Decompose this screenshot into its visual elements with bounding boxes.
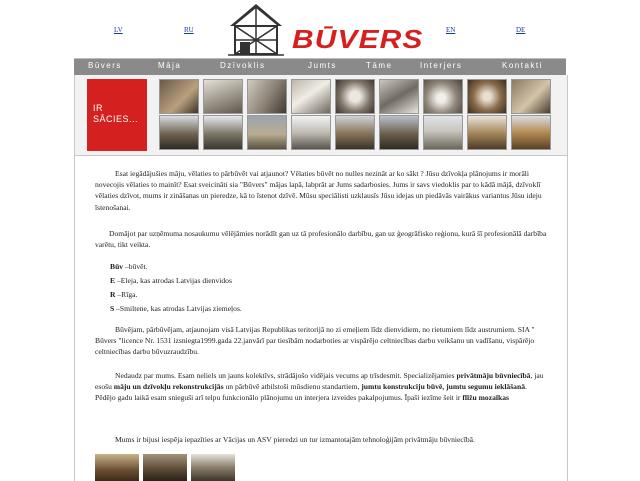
definition-buv: Būv –būvēt. [110, 262, 148, 271]
nav-item-dzivoklis[interactable]: Dzīvoklis [220, 61, 266, 70]
nav-item-jumts[interactable]: Jumts [308, 61, 337, 70]
bottom-photo[interactable] [95, 454, 139, 481]
main-nav [74, 58, 566, 76]
lang-link-en[interactable]: EN [446, 26, 456, 34]
promo-box[interactable] [87, 79, 147, 151]
photo-gallery [74, 75, 568, 155]
bottom-photo[interactable] [191, 454, 235, 481]
promo-line-1: IR [93, 103, 103, 113]
gallery-thumb[interactable] [467, 115, 507, 150]
gallery-thumb[interactable] [335, 115, 375, 150]
lang-link-lv[interactable]: LV [114, 26, 123, 34]
gallery-thumb[interactable] [159, 115, 199, 150]
gallery-thumb[interactable] [335, 79, 375, 114]
gallery-thumb[interactable] [511, 79, 551, 114]
gallery-thumb[interactable] [247, 79, 287, 114]
gallery-thumb[interactable] [423, 115, 463, 150]
brand-logo-text[interactable]: BŪVERS [292, 24, 424, 54]
experience-paragraph: Mums ir bijusi iespēja iepazīties ar Vācijas un ASV pieredzi un tur izmantotajām tehnoloģijām privātmāju būvniecībā. [115, 435, 475, 444]
gallery-thumb[interactable] [203, 115, 243, 150]
gallery-thumb[interactable] [159, 79, 199, 114]
about-paragraph: Nedaudz par mums. Esam neliels un jauns kolektīvs, strādājošo vidējais vecums ap trīsdesmit. Specializējamies privātmāju būvniecībā, jau esošu māju un dzīvokļu rekonstrukcijās un pārbūvē atbilstoši mūsdienu standartiem, jumtu konstrukciju būvē, jumtu segumu ieklāšanā. Pēdējo gadu laikā esam snieguši arī telpu funkcionālo plānojumu un interjera izveides pakalpojumus. Īpaši iezīme šeit ir flīžu mozaīkas [95, 371, 544, 403]
gallery-thumb[interactable] [291, 115, 331, 150]
gallery-thumb[interactable] [379, 115, 419, 150]
gallery-thumb[interactable] [203, 79, 243, 114]
promo-line-2: SĀCIES... [93, 114, 139, 124]
gallery-thumb[interactable] [379, 79, 419, 114]
gallery-thumb[interactable] [291, 79, 331, 114]
definition-r: R –Rīga. [110, 290, 138, 299]
intro-paragraph: Esat iegādājušies māju, vēlaties to pārbūvēt vai atjaunot? Vēlaties būvēt no nulles nezināt ar ko sākt ? Jūsu dzīvokļa plānojums ir morāli novecojis vēlaties to mainīt? Esat sveicināti sia "Būvers" mājas lapā, labprāt ar Jums sadarbosies. Jums ir savs viedoklis par to kādā mājā, dzīvoklī vēlaties dzīvot, mums ir zināšanas un pieredze, kā to īstenot dzīvē. Mūsu speciālisti uzklausīs Jūsu idejas un piedāvās vairākus variantus Jūsu ideju īstenošanai. [95, 169, 542, 212]
licence-paragraph: Būvējam, pārbūvējam, atjaunojam visā Latvijas Republikas teritorijā no zi emeļiem līdz dienvidiem, no rietumiem līdz austrumiem. SIA " Būvers "licence Nr. 1531 izsniegta1999.gada 22.janvārī par tiesībām nodarboties ar vispārējo celtniecības darbu veikšanu un vadīšanu, vispārējo celtniecības darbu būvuzraudzību. [95, 325, 535, 357]
nav-item-buvers[interactable]: Būvers [88, 61, 122, 70]
nav-item-maja[interactable]: Māja [158, 61, 182, 70]
lang-link-de[interactable]: DE [516, 26, 526, 34]
nav-item-kontakti[interactable]: Kontakti [502, 61, 543, 70]
nav-item-interjers[interactable]: Interjers [420, 61, 463, 70]
definition-e: E –Eleja, kas atrodas Latvijas dienvidos [110, 276, 232, 285]
nav-item-tame[interactable]: Tāme [366, 61, 393, 70]
main-content [74, 155, 568, 481]
bottom-photo[interactable] [143, 454, 187, 481]
company-name-paragraph: Domājot par uzņēmuma nosaukumu vēlējāmies norādīt gan uz tā profesionālo darbību, gan uz ģeogrāfisko reģionu, kurā šī profesionālā darbība varētu, tikt veikta. [95, 229, 547, 250]
gallery-thumb[interactable] [247, 115, 287, 150]
house-logo-icon[interactable] [226, 2, 286, 56]
gallery-thumb[interactable] [423, 79, 463, 114]
definition-s: S –Smiltene, kas atrodas Latvijas ziemeļos. [110, 304, 242, 313]
gallery-thumb[interactable] [467, 79, 507, 114]
gallery-thumb[interactable] [511, 115, 551, 150]
lang-link-ru[interactable]: RU [184, 26, 194, 34]
